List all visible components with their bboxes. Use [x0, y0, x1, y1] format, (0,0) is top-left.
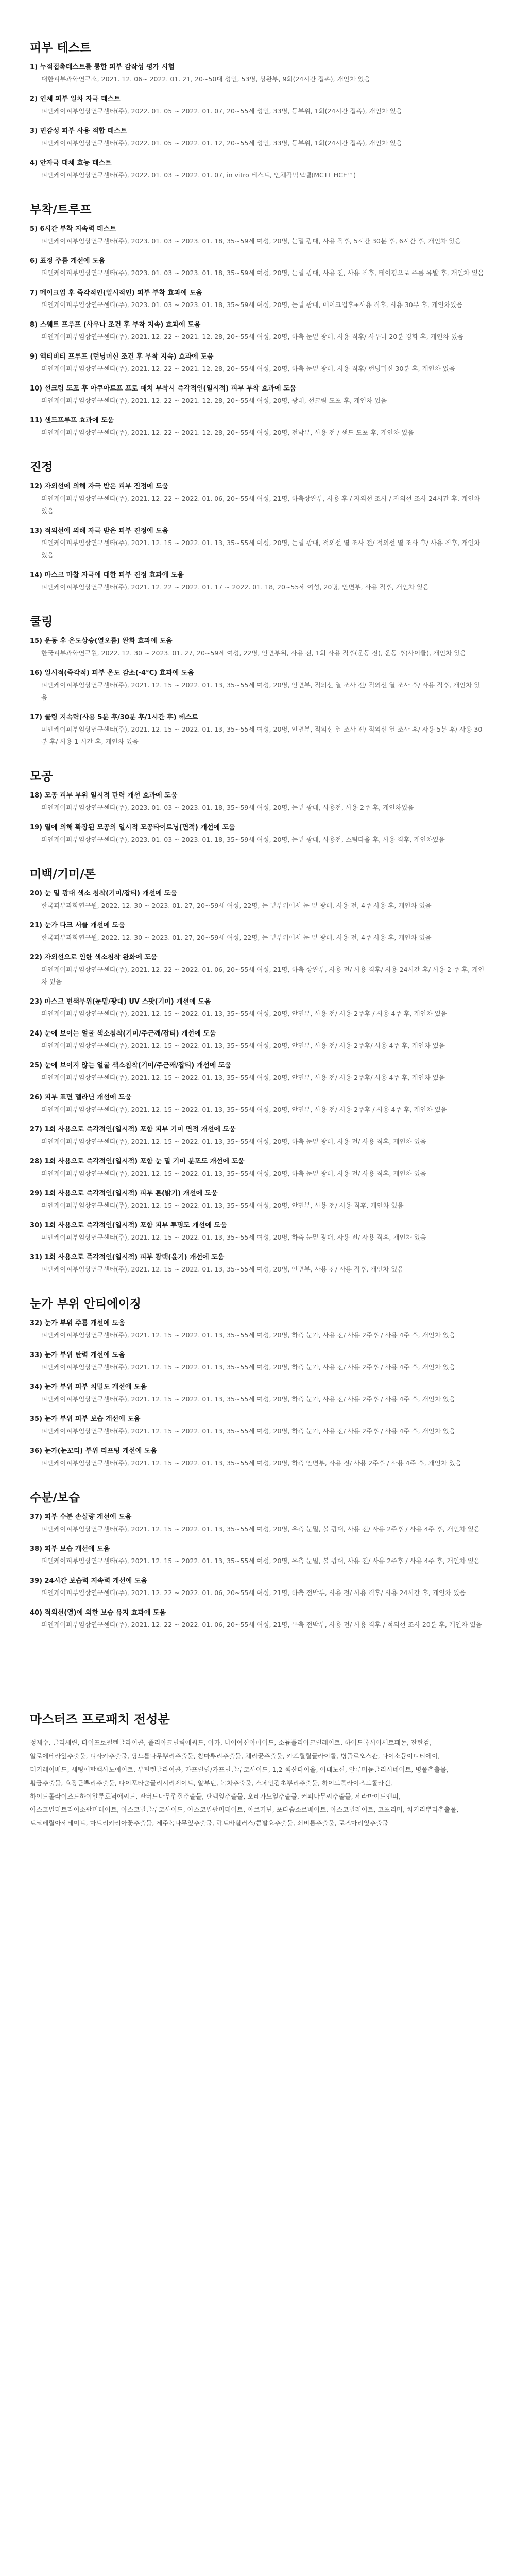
test-item	[30, 1252, 485, 1276]
section-title: 미백/기미/톤	[30, 868, 96, 881]
test-item	[30, 62, 485, 86]
test-item-description: 피엔케이피부임상연구센타(주), 2021. 12. 15 ~ 2022. 01. 13, 35~55세 여성, 20명, 안면부, 사용 전/ 사용 2주후 / 사용 4주 후, 개인차 있음	[41, 1010, 447, 1018]
test-item-description: 피엔케이피부임상연구센타(주), 2023. 01. 03 ~ 2023. 01. 18, 35~59세 여성, 20명, 눈밑 광대, 사용 전, 사용 직후, 테이핑으로 주름 유발 후, 개인차 있음	[41, 269, 484, 277]
test-item-title: 9) 액티비티 프루프 (런닝머신 조건 후 부착 지속) 효과에 도움	[30, 353, 214, 361]
test-item-description: 피엔케이피부임상연구센타(주), 2023. 01. 03 ~ 2023. 01. 18, 35~59세 여성, 20명, 눈밑 광대, 사용전, 사용 2주 후, 개인차있음	[41, 804, 414, 811]
test-item-title: 17) 쿨링 지속력(사용 5분 후/30분 후/1시간 후) 테스트	[30, 714, 198, 721]
clinical-tests	[30, 40, 485, 1631]
test-item-description: 피엔케이피부임상연구센타(주), 2021. 12. 22 ~ 2021. 12. 28, 20~55세 여성, 20명, 광대, 선크림 도포 후, 개인차 있음	[41, 397, 387, 404]
test-item-description: 피엔케이피부임상연구센타(주), 2021. 12. 22 ~ 2021. 12. 28, 20~55세 여성, 20명, 하측 눈밑 광대, 사용 직후/ 런닝머신 30분 후, 개인차 있음	[41, 365, 455, 372]
test-item-title: 40) 적외선(열)에 의한 보습 유지 효과에 도움	[30, 1609, 166, 1617]
test-item	[30, 952, 485, 988]
test-item-description: 피엔케이피부임상연구센타(주), 2021. 12. 15 ~ 2022. 01. 13, 35~55세 여성, 20명, 안면부, 적외선 열 조사 전/ 적외선 열 조사 후/ 사용 5분 후/ 사용 30분 후/ 사용 1 시간 후, 개인차 있음	[41, 725, 483, 745]
test-section	[30, 614, 485, 748]
test-item-description: 대한피부과학연구소, 2021. 12. 06~ 2022. 01. 21, 20~50대 성인, 53명, 상완부, 9회(24시간 접촉), 개인차 있음	[41, 75, 370, 83]
test-item-title: 36) 눈가(눈꼬리) 부위 리프팅 개선에 도움	[30, 1447, 157, 1455]
test-item-title: 8) 스웨트 프루프 (사우나 조건 후 부착 지속) 효과에 도움	[30, 321, 201, 329]
test-item-description: 피엔케이피부임상연구센타(주), 2021. 12. 15 ~ 2022. 01. 13, 35~55세 여성, 20명, 하측 눈밑 광대, 사용 전/ 사용 직후, 개인차 있음	[41, 1170, 426, 1177]
test-item	[30, 287, 485, 311]
section-title: 수분/보습	[30, 1491, 80, 1504]
section-title: 피부 테스트	[30, 41, 92, 55]
test-item	[30, 383, 485, 407]
test-item-description: 피엔케이피부임상연구센타(주), 2022. 01. 05 ~ 2022. 01. 12, 20~55세 성인, 33명, 등부위, 1회(24시간 접촉), 개인차 있음	[41, 139, 402, 147]
test-item	[30, 1382, 485, 1405]
test-item-title: 14) 마스크 마찰 자극에 대한 피부 진정 효과에 도움	[30, 571, 184, 579]
test-item-description: 피엔케이피부임상연구센타(주), 2021. 12. 22 ~ 2022. 01. 06, 20~55세 여성, 21명, 하측 상완부, 사용 전/ 사용 직후/ 사용 24시간 후/ 사용 2 주 후, 개인차 있음	[41, 965, 485, 986]
test-item	[30, 1060, 485, 1084]
test-item-title: 4) 안자극 대체 효능 테스트	[30, 159, 112, 167]
test-item-title: 11) 샌드프루프 효과에 도움	[30, 417, 114, 425]
test-item	[30, 1156, 485, 1180]
test-item	[30, 1092, 485, 1116]
test-item	[30, 256, 485, 279]
test-item-title: 16) 일시적(즉각적) 피부 온도 감소(-4°C) 효과에 도움	[30, 669, 194, 677]
test-item-title: 6) 표정 주름 개선에 도움	[30, 257, 106, 265]
test-item	[30, 1124, 485, 1148]
ingredients-list: 정제수, 글리세린, 다이프로필렌글라이콜, 폴리아크릴릭애씨드, 아가, 나이아신아마이드, 소듐폴리아크릴레이트, 하이드록시아세토페논, 잔탄검, 알로에베라잎추출물, 디사카추출물, 당느릅나무뿌리추출물, 참마뿌리추출물, 체리꽃추출물, 카프릴릴글라이콜, 병풀로오스관, 다이소듐이디티에이, 터키레이베드, 세팅에탈핵사노에이트, 부틸렌글라이콜, 카프릴릴/카프릴글루코사이드, 1,2-헥산다이올, 아데노신, 알루미늄글리시네이트, 병풀추출물, 황금추출물, 호장근뿌리추출물, 다이포타슘글리시리제이트, 알부틴, 녹차추출물, 스페인감초뿌리추출물, 하이드롤라이즈드콜라겐, 하이드롤라이즈드하이알루로닉애씨드, 판버드나무껍질추출물, 판맥잎추출물, 오레가노잎추출물, 커피나무씨추출물, 세라마이드엔피, 아스코빌테트라이소팔미테이트, 아스코빌글루코사이드, 아스코빌팔미테이트, 아르기닌, 포타슘소르베이트, 아스코빌레이트, 코포리머, 치커리뿌리추출물, 토코페릴아세테이트, 마트리카리아꽃추출물, 제주녹나무잎추출물, 락토바실러스/콩발효추출물, 쇠비름추출물, 로즈마리잎추출물	[30, 1739, 459, 1827]
test-item-description: 피엔케이피부임상연구센타(주), 2021. 12. 22 ~ 2021. 12. 28, 20~55세 여성, 20명, 하측 눈밑 광대, 사용 직후/ 사우나 20분 경화 후, 개인차 있음	[41, 333, 464, 341]
test-item	[30, 1220, 485, 1244]
section-title: 모공	[30, 770, 53, 783]
test-item-description: 피엔케이피부임상연구센타(주), 2021. 12. 15 ~ 2022. 01. 13, 35~55세 여성, 20명, 하측 눈밑 광대, 사용 전/ 사용 직후, 개인차 있음	[41, 1233, 426, 1241]
test-item-description: 피엔케이피부임상연구센타(주), 2021. 12. 15 ~ 2022. 01. 13, 35~55세 여성, 20명, 우측 눈밑, 볼 광대, 사용 전/ 사용 2주후 / 사용 4주 후, 개인차 있음	[41, 1557, 480, 1565]
test-section	[30, 1296, 485, 1469]
test-item	[30, 822, 485, 846]
test-item-title: 31) 1회 사용으로 즉각적인(일시적) 피부 광택(윤기) 개선에 도움	[30, 1253, 225, 1261]
section-title: 눈가 부위 안티에이징	[30, 1297, 141, 1311]
test-item-title: 19) 열에 의해 확장된 모공의 일시적 모공타이트닝(면적) 개선에 도움	[30, 824, 235, 832]
test-item	[30, 668, 485, 704]
test-item-description: 피엔케이피부임상연구센타(주), 2021. 12. 15 ~ 2022. 01. 13, 35~55세 여성, 20명, 하측 눈밑 광대, 사용 전/ 사용 직후, 개인차 있음	[41, 1138, 426, 1145]
test-item-description: 피엔케이피부임상연구센타(주), 2021. 12. 15 ~ 2022. 01. 13, 35~55세 여성, 20명, 하측 눈가, 사용 전/ 사용 2주후 / 사용 4주 후, 개인차 있음	[41, 1363, 455, 1371]
test-item-title: 13) 적외선에 의해 자극 받은 피부 진정에 도움	[30, 527, 169, 535]
test-item	[30, 1607, 485, 1631]
test-item	[30, 996, 485, 1020]
test-item	[30, 319, 485, 343]
test-item	[30, 790, 485, 814]
test-item-title: 3) 민감성 피부 사용 적합 테스트	[30, 127, 127, 135]
test-item	[30, 570, 485, 594]
test-section	[30, 867, 485, 1276]
test-item-description: 피엔케이피부임상연구센타(주), 2021. 12. 15 ~ 2022. 01. 13, 35~55세 여성, 20명, 안면부, 사용 전/ 사용 직후, 개인차 있음	[41, 1265, 404, 1273]
test-item	[30, 94, 485, 117]
test-item-title: 28) 1회 사용으로 즉각적인(일시적) 포함 눈 밑 기미 분포도 개선에 도움	[30, 1158, 245, 1165]
test-item-description: 피엔케이피부임상연구센타(주), 2021. 12. 15 ~ 2022. 01. 13, 35~55세 여성, 20명, 안면부, 사용 전/ 사용 2주후/ 사용 4주 후, 개인차 있음	[41, 1042, 445, 1049]
test-section	[30, 202, 485, 439]
test-item	[30, 1318, 485, 1342]
test-item-description: 피엔케이피부임상연구센타(주), 2021. 12. 15 ~ 2022. 01. 13, 35~55세 여성, 20명, 하측 눈가, 사용 전/ 사용 2주후 / 사용 4주 후, 개인차 있음	[41, 1395, 455, 1403]
section-title: 부착/트루프	[30, 203, 92, 216]
test-item-description: 피엔케이피부임상연구센타(주), 2021. 12. 22 ~ 2022. 01. 06, 20~55세 여성, 21명, 하측 전박부, 사용 전/ 사용 직후/ 사용 24시간 후, 개인차 있음	[41, 1589, 466, 1597]
test-item	[30, 481, 485, 517]
test-item	[30, 920, 485, 944]
test-item-description: 피엔케이피부임상연구센타(주), 2021. 12. 15 ~ 2022. 01. 13, 35~55세 여성, 20명, 안면부, 사용 전/ 사용 2주후 / 사용 4주 후, 개인차 있음	[41, 1106, 447, 1113]
test-item	[30, 526, 485, 562]
test-section	[30, 40, 485, 181]
test-item-description: 피엔케이피부임상연구센타(주), 2021. 12. 15 ~ 2022. 01. 13, 35~55세 여성, 20명, 눈밑 광대, 적외선 열 조사 전/ 적외선 열 조사 후/ 사용 직후, 개인차 있음	[41, 539, 480, 559]
test-item	[30, 888, 485, 912]
ingredients-section	[30, 1709, 485, 1830]
test-item-title: 25) 눈에 보이지 않는 얼굴 색소침착(기미/주근깨/잡티) 개선에 도움	[30, 1062, 232, 1070]
test-item	[30, 636, 485, 659]
test-item	[30, 158, 485, 181]
test-item-description: 피엔케이피부임상연구센타(주), 2021. 12. 15 ~ 2022. 01. 13, 35~55세 여성, 20명, 하측 안면부, 사용 전/ 사용 2주후 / 사용 4주 후, 개인차 있음	[41, 1459, 461, 1467]
test-item-title: 21) 눈가 다크 서클 개선에 도움	[30, 922, 125, 929]
test-item-description: 피엔케이피부임상연구센타(주), 2022. 01. 03 ~ 2022. 01. 07, in vitro 테스트, 인체각막모델(MCTT HCE™)	[41, 171, 356, 179]
test-item-title: 18) 모공 피부 부위 일시적 탄력 개선 효과에 도움	[30, 792, 178, 800]
test-item	[30, 415, 485, 439]
test-item-description: 피엔케이피부임상연구센타(주), 2022. 01. 05 ~ 2022. 01. 07, 20~55세 성인, 33명, 등부위, 1회(24시간 접촉), 개인차 있음	[41, 107, 402, 115]
test-item-description: 한국피부과학연구원, 2022. 12. 30 ~ 2023. 01. 27, 20~59세 여성, 22명, 눈 밑부위에서 눈 밑 광대, 사용 전, 4주 사용 후, 개인차 있음	[41, 934, 432, 941]
section-title: 진정	[30, 461, 53, 474]
test-item-description: 피엔케이피부임상연구센타(주), 2021. 12. 15 ~ 2022. 01. 13, 35~55세 여성, 20명, 하측 눈가, 사용 전/ 사용 2주후 / 사용 4주 후, 개인차 있음	[41, 1331, 455, 1339]
test-item-description: 피엔케이피부임상연구센타(주), 2023. 01. 03 ~ 2023. 01. 18, 35~59세 여성, 20명, 눈밑 광대, 사용 직후, 5시간 30분 후, 6시간 후, 개인차 있음	[41, 237, 461, 245]
test-item-title: 1) 누적접촉테스트를 통한 피부 감작성 평가 시험	[30, 63, 175, 71]
test-item-title: 10) 선크림 도포 후 아쿠아트프 프로 패치 부착시 즉각적인(일시적) 피부 부착 효과에 도움	[30, 385, 297, 393]
test-item-title: 35) 눈가 부위 피부 보습 개선에 도움	[30, 1415, 141, 1423]
test-section	[30, 1490, 485, 1631]
test-item	[30, 351, 485, 375]
test-item-description: 피엔케이피부임상연구센타(주), 2021. 12. 15 ~ 2022. 01. 13, 35~55세 여성, 20명, 우측 눈밑, 볼 광대, 사용 전/ 사용 2주후 / 사용 4주 후, 개인차 있음	[41, 1525, 480, 1533]
test-item-title: 24) 눈에 보이는 얼굴 색소침착(기미/주근깨/잡티) 개선에 도움	[30, 1030, 216, 1038]
test-item-description: 피엔케이피부임상연구센타(주), 2021. 12. 15 ~ 2022. 01. 13, 35~55세 여성, 20명, 안면부, 사용 전/ 사용 2주후/ 사용 4주 후, 개인차 있음	[41, 1074, 445, 1081]
test-item-description: 피엔케이피부임상연구센타(주), 2023. 01. 03 ~ 2023. 01. 18, 35~59세 여성, 20명, 눈밑 광대, 메이크업후+사용 직후, 사용 30부 후, 개인차있음	[41, 301, 463, 309]
test-item	[30, 126, 485, 149]
test-item-description: 피엔케이피부임상연구센타(주), 2021. 12. 22 ~ 2022. 01. 06, 20~55세 여성, 21명, 우측 전박부, 사용 전/ 사용 직후 / 적외선 조사 20분 후, 개인차 있음	[41, 1621, 483, 1629]
test-item	[30, 224, 485, 247]
test-item-title: 20) 눈 밑 광대 색소 침착(기미/잡티) 개선에 도움	[30, 890, 177, 897]
test-item-title: 34) 눈가 부위 피부 치밀도 개선에 도움	[30, 1383, 147, 1391]
test-item-title: 32) 눈가 부위 주름 개선에 도움	[30, 1319, 125, 1327]
test-item-title: 26) 피부 표면 멜라닌 개선에 도움	[30, 1094, 132, 1101]
test-item-title: 39) 24시간 보습력 지속력 개선에 도움	[30, 1577, 148, 1585]
test-item	[30, 1575, 485, 1599]
test-item-description: 피엔케이피부임상연구센타(주), 2021. 12. 22 ~ 2022. 01. 17 ~ 2022. 01. 18, 20~55세 여성, 20명, 안면부, 사용 직후, 개인차 있음	[41, 583, 430, 591]
test-item	[30, 712, 485, 748]
test-item-title: 23) 마스크 변색부위(눈밑/광대) UV 스팟(기미) 개선에 도움	[30, 998, 211, 1006]
test-item	[30, 1446, 485, 1469]
test-item	[30, 1414, 485, 1437]
test-item-title: 12) 자외선에 의해 자극 받은 피부 진정에 도움	[30, 483, 169, 490]
test-item-title: 15) 운동 후 온도상승(열오름) 완화 효과에 도움	[30, 637, 173, 645]
test-item-title: 7) 메이크업 후 즉각적인(일시적인) 피부 부착 효과에 도움	[30, 289, 202, 297]
test-item	[30, 1350, 485, 1374]
test-item-title: 38) 피부 보습 개선에 도움	[30, 1545, 110, 1553]
test-item-title: 5) 6시간 부착 지속력 테스트	[30, 225, 116, 233]
test-item-description: 피엔케이피부임상연구센타(주), 2021. 12. 15 ~ 2022. 01. 13, 35~55세 여성, 20명, 안면부, 사용 전/ 사용 직후, 개인차 있음	[41, 1201, 404, 1209]
test-item-description: 피엔케이피부임상연구센타(주), 2023. 01. 03 ~ 2023. 01. 18, 35~59세 여성, 20명, 눈밑 광대, 사용전, 스팀타올 후, 사용 직후, 개인차있음	[41, 836, 445, 843]
test-item	[30, 1188, 485, 1212]
test-item-title: 37) 피부 수분 손실량 개선에 도움	[30, 1513, 132, 1521]
test-item-description: 피엔케이피부임상연구센타(주), 2021. 12. 15 ~ 2022. 01. 13, 35~55세 여성, 20명, 안면부, 적외선 열 조사 전/ 적외선 열 조사 후/ 사용 직후, 개인차 있음	[41, 681, 480, 701]
test-item	[30, 1544, 485, 1567]
ingredients-title: 마스터즈 프로패치 전성분	[30, 1712, 170, 1726]
test-item-description: 한국피부과학연구원, 2022. 12. 30 ~ 2023. 01. 27, 20~59세 여성, 22명, 눈 밑부위에서 눈 밑 광대, 사용 전, 4주 사용 후, 개인차 있음	[41, 902, 432, 909]
test-item-title: 27) 1회 사용으로 즉각적인(일시적) 포함 피부 기미 면적 개선에 도움	[30, 1126, 236, 1133]
test-item-title: 30) 1회 사용으로 즉각적인(일시적) 포함 피부 투명도 개선에 도움	[30, 1222, 227, 1229]
section-title: 쿨링	[30, 615, 53, 629]
test-item	[30, 1512, 485, 1535]
test-item-description: 한국피부과학연구원, 2022. 12. 30 ~ 2023. 01. 27, 20~59세 여성, 22명, 안면부위, 사용 전, 1회 사용 직후(운동 전), 운동 후(사이클), 개인차 있음	[41, 649, 467, 657]
test-item-title: 29) 1회 사용으로 즉각적인(일시적) 피부 톤(밝기) 개선에 도움	[30, 1190, 218, 1197]
test-section	[30, 460, 485, 594]
test-item-description: 피엔케이피부임상연구센타(주), 2021. 12. 22 ~ 2022. 01. 06, 20~55세 여성, 21명, 하측상완부, 사용 후 / 자외선 조사 / 자외선 조사 24시간 후, 개인차 있음	[41, 495, 480, 515]
test-item-title: 33) 눈가 부위 탄력 개선에 도움	[30, 1351, 125, 1359]
test-item-title: 22) 자외선으로 인한 색소침착 완화에 도움	[30, 954, 158, 961]
test-item-title: 2) 인체 피부 일차 자극 테스트	[30, 95, 121, 103]
test-item-description: 피엔케이피부임상연구센타(주), 2021. 12. 22 ~ 2021. 12. 28, 20~55세 여성, 20명, 전박부, 사용 전 / 샌드 도포 후, 개인차 있음	[41, 429, 414, 436]
test-item-description: 피엔케이피부임상연구센타(주), 2021. 12. 15 ~ 2022. 01. 13, 35~55세 여성, 20명, 하측 눈가, 사용 전/ 사용 2주후 / 사용 4주 후, 개인차 있음	[41, 1427, 455, 1435]
test-item	[30, 1028, 485, 1052]
test-section	[30, 769, 485, 846]
